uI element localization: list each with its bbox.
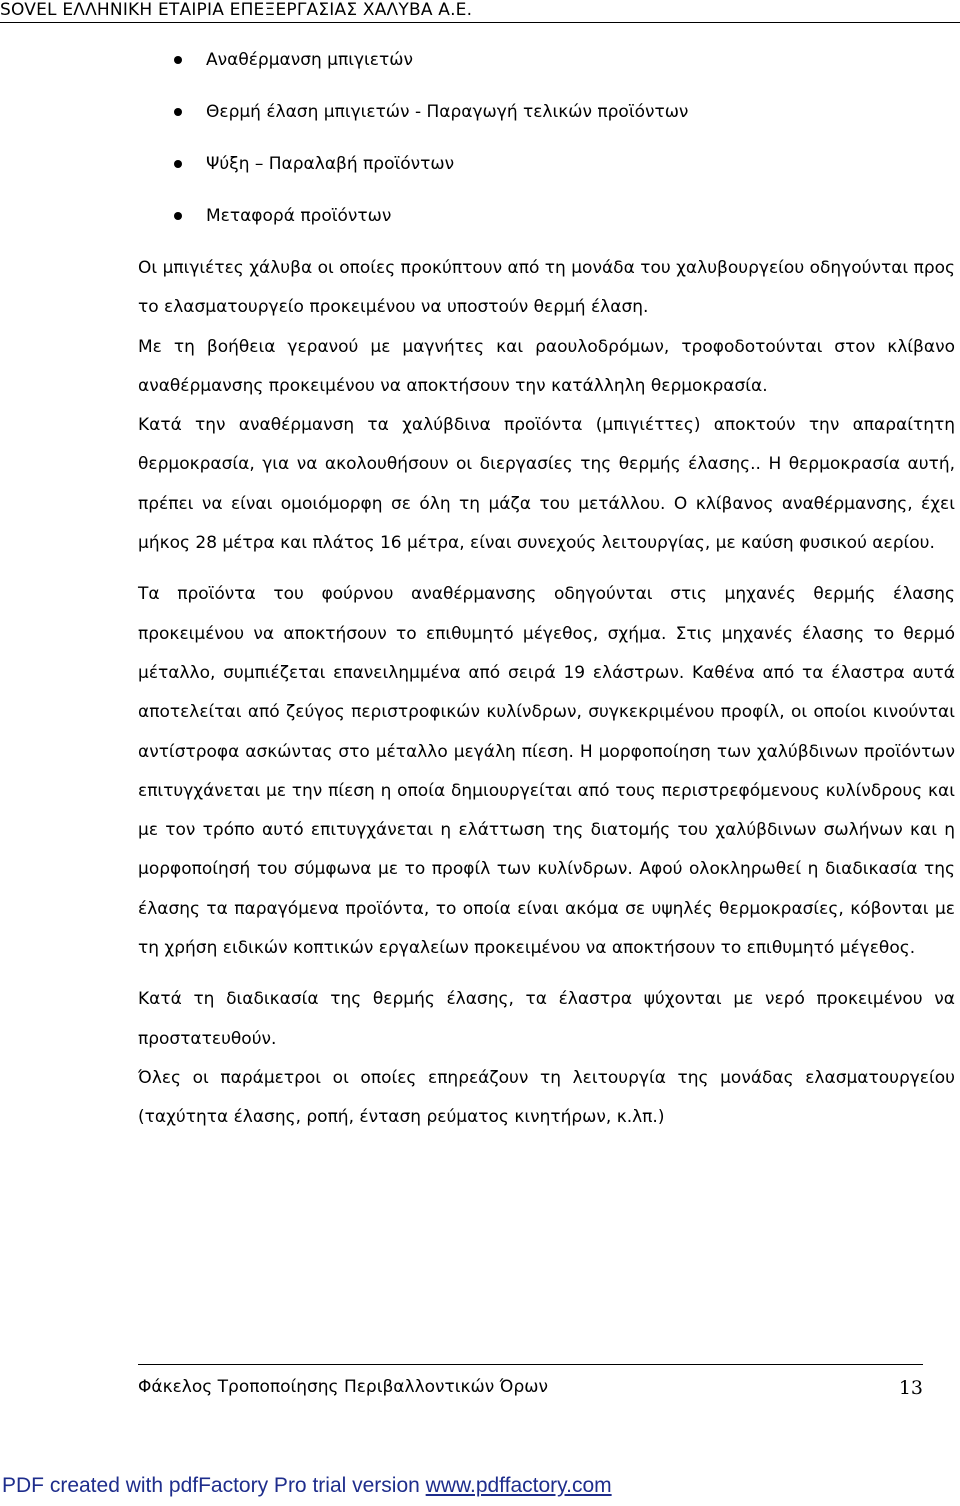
page-footer bbox=[138, 1364, 923, 1399]
bullet-text: Αναθέρμανση μπιγιετών bbox=[206, 50, 413, 70]
bullet-dot-icon bbox=[174, 212, 182, 220]
running-header bbox=[0, 0, 960, 23]
bullet-dot-icon bbox=[174, 56, 182, 64]
footer-title: Φάκελος Τροποποίησης Περιβαλλοντικών Όρων bbox=[138, 1377, 549, 1397]
bullet-dot-icon bbox=[174, 160, 182, 168]
bullet-item bbox=[0, 92, 960, 144]
paragraph: Κατά τη διαδικασία της θερμής έλασης, τα έλαστρα ψύχονται με νερό προκειμένου να προστατευθούν. bbox=[138, 989, 955, 1049]
page-number: 13 bbox=[898, 1377, 923, 1399]
paragraph: Κατά την αναθέρμανση τα χαλύβδινα προϊόντα (μπιγιέττες) αποκτούν την απαραίτητη θερμοκρασία, για να ακολουθήσουν οι διεργασίες της θερμής έλασης.. Η θερμοκρασία αυτή, πρέπει να είναι ομοιόμορφη σε όλη τη μάζα του μετάλλου. Ο κλίβανος αναθέρμανσης, έχει μήκος 28 μέτρα και πλάτος 16 μέτρα, είναι συνεχούς λειτουργίας, με καύση φυσικού αερίου. bbox=[138, 415, 955, 554]
bullet-text: Θερμή έλαση μπιγιετών - Παραγωγή τελικών προϊόντων bbox=[206, 102, 689, 122]
bullet-text: Μεταφορά προϊόντων bbox=[206, 206, 392, 226]
paragraph: Οι μπιγιέτες χάλυβα οι οποίες προκύπτουν από τη μονάδα του χαλυβουργείου οδηγούνται προς το ελασματουργείο προκειμένου να υποστούν θερμή έλαση. bbox=[138, 258, 955, 318]
paragraph: Όλες οι παράμετροι οι οποίες επηρεάζουν τη λειτουργία της μονάδας ελασματουργείου (ταχύτητα έλασης, ροπή, ένταση ρεύματος κινητήρων, κ.λπ.) bbox=[138, 1067, 955, 1128]
pdf-banner-text: PDF created with pdfFactory Pro trial version bbox=[2, 1474, 426, 1497]
bullet-item bbox=[0, 40, 960, 92]
paragraph: Τα προϊόντα του φούρνου αναθέρμανσης οδηγούνται στις μηχανές θερμής έλασης προκειμένου να αποκτήσουν το επιθυμητό μέγεθος, σχήμα. Στις μηχανές έλασης το θερμό μέταλλο, συμπιέζεται επανειλημμένα από σειρά 19 ελάστρων. Καθένα από τα έλαστρα αυτά αποτελείται από ζεύγος περιστροφικών κυλίνδρων, συγκεκριμένου προφίλ, οι οποίοι κινούνται αντίστροφα ασκώντας στο μέταλλο μεγάλη πίεση. Η μορφοποίηση των χαλύβδινων προϊόντων επιτυγχάνεται με την πίεση η οποία δημιουργείται από τους περιστρεφόμενους κυλίνδρους και με τον τρόπο αυτό επιτυγχάνεται η ελάττωση της διατομής του χαλύβδινων σωλήνων και η μορφοποίησή του σύμφωνα με το προφίλ των κυλίνδρων. Αφού ολοκληρωθεί η διαδικασία της έλασης τα παραγόμενα προϊόντα, το οποία είναι ακόμα σε υψηλές θερμοκρασίες, κόβονται με τη χρήση ειδικών κοπτικών εργαλείων προκειμένου να αποκτήσουν το επιθυμητό μέγεθος. bbox=[138, 584, 955, 959]
paragraph: Με τη βοήθεια γερανού με μαγνήτες και ραουλοδρόμων, τροφοδοτούνται στον κλίβανο αναθέρμανσης προκειμένου να αποκτήσουν την κατάλληλη θερμοκρασία. bbox=[138, 336, 955, 396]
pdf-trial-banner bbox=[2, 1474, 612, 1498]
pdffactory-link[interactable]: www.pdffactory.com bbox=[425, 1474, 612, 1497]
bullet-item bbox=[0, 144, 960, 196]
bullet-list bbox=[0, 40, 960, 248]
bullet-dot-icon bbox=[174, 108, 182, 116]
header-title: SOVEL ΕΛΛΗΝΙΚΗ ΕΤΑΙΡΙΑ ΕΠΕΞΕΡΓΑΣΙΑΣ ΧΑΛΥΒΑ Α.Ε. bbox=[0, 0, 473, 20]
bullet-item bbox=[0, 196, 960, 248]
body-text bbox=[138, 249, 955, 1138]
bullet-text: Ψύξη – Παραλαβή προϊόντων bbox=[206, 154, 455, 174]
